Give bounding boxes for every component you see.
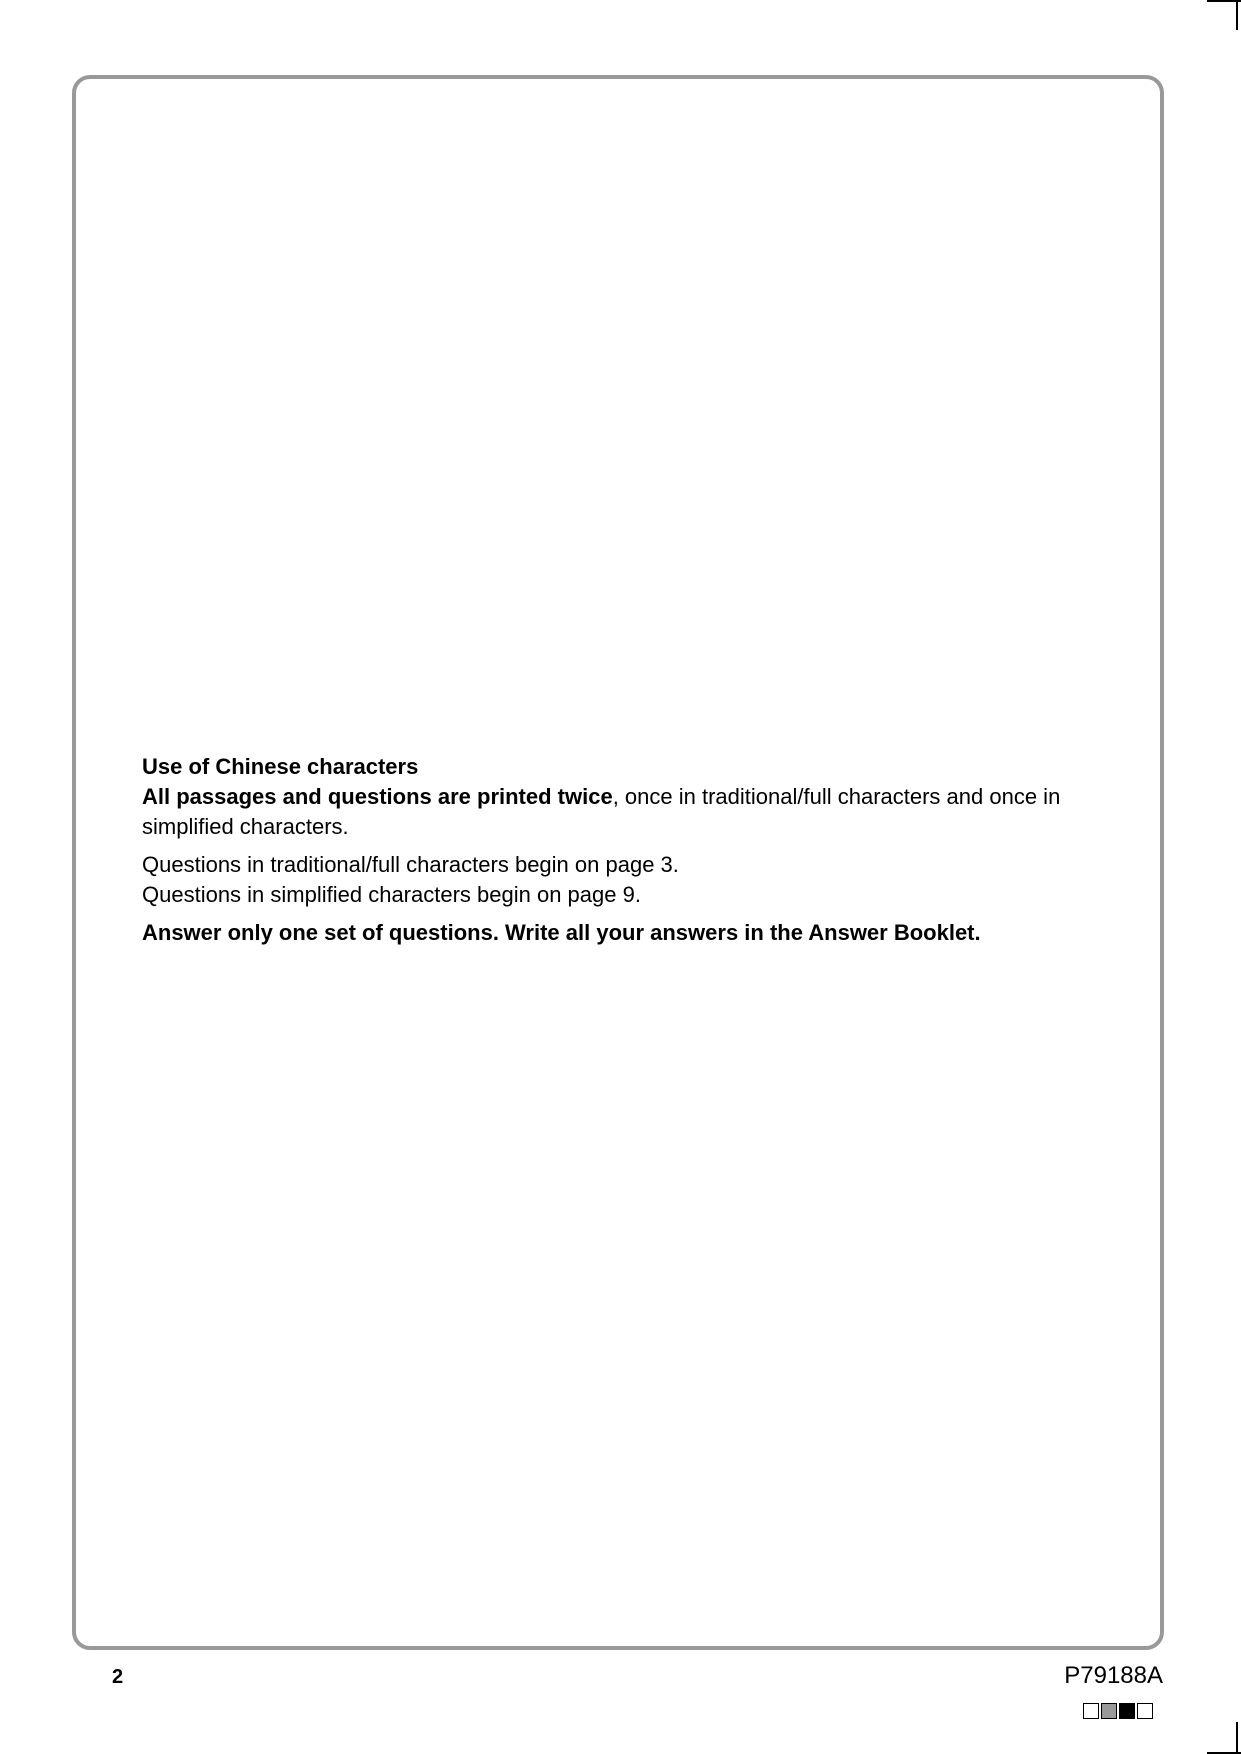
notice-rest: , once in traditional/full characters and once in simplified characters. bbox=[142, 784, 1061, 839]
registration-square-grey bbox=[1101, 1703, 1117, 1719]
colour-registration-marks bbox=[1083, 1703, 1153, 1719]
crop-mark-bottom-right-vertical bbox=[1236, 1722, 1238, 1754]
simplified-questions-note: Questions in simplified characters begin on page 9. bbox=[142, 882, 641, 907]
registration-square-black bbox=[1119, 1703, 1135, 1719]
traditional-questions-note: Questions in traditional/full characters begin on page 3. bbox=[142, 852, 679, 877]
chinese-characters-notice bbox=[142, 752, 1102, 948]
page-number: 2 bbox=[112, 1666, 124, 1688]
notice-bold-lead: All passages and questions are printed twice bbox=[142, 784, 613, 809]
notice-heading: Use of Chinese characters bbox=[142, 754, 419, 779]
answer-instruction: Answer only one set of questions. Write all your answers in the Answer Booklet. bbox=[142, 920, 981, 945]
registration-square-white bbox=[1137, 1703, 1153, 1719]
crop-mark-top-right-vertical bbox=[1236, 0, 1238, 30]
registration-square-white bbox=[1083, 1703, 1099, 1719]
paper-code: P79188A bbox=[1064, 1662, 1163, 1689]
notice-paragraph bbox=[142, 782, 1102, 842]
